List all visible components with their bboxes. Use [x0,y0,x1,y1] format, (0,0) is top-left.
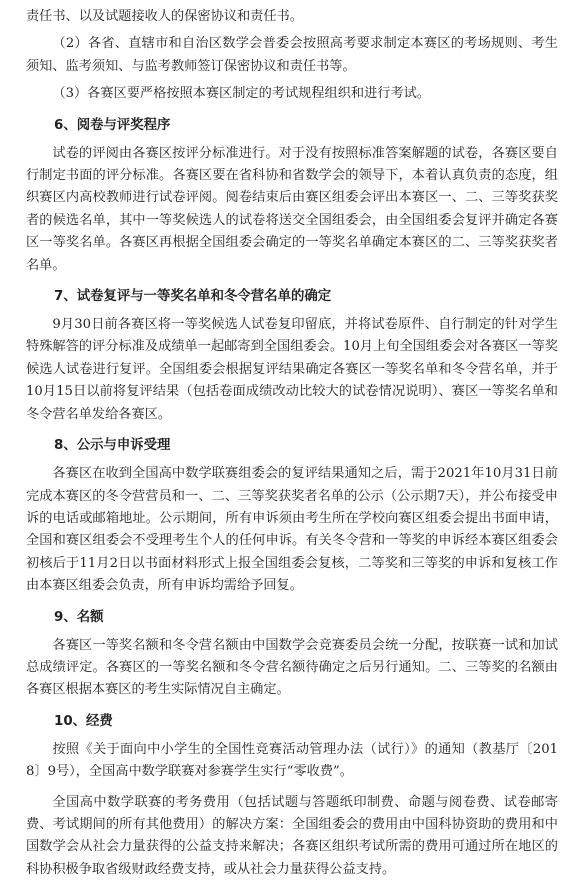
section-6-paragraph: 试卷的评阅由各赛区按评分标准进行。对于没有按照标准答案解题的试卷，各赛区要自行制定书面的评分标准。各赛区要在省科协和省数学会的领导下，本着认真负责的态度，组织赛区内高校教师进行试卷评阅。阅卷结束后由赛区组委会评出本赛区一、二、三等奖获奖者的候选名单，其中一等奖候选人的试卷将送交全国组委会，由全国组委会复评并确定各赛区一等奖名单。各赛区再根据全国组委会确定的一等奖名单确定本赛区的二、三等奖获奖者名单。 [26,145,558,273]
intro-continuation: 责任书、以及试题接收人的保密协议和责任书。 [26,9,303,24]
section-8-heading: 8、公示与申诉受理 [54,438,171,454]
section-10-paragraph-2: 全国高中数学联赛的考务费用（包括试题与答题纸印制费、命题与阅卷费、试卷邮寄费、考试期间的所有其他费用）的解决方案：全国组委会的费用由中国科协资助的费用和中国数学会从社会力量获得的公益支持来解决；各赛区组织考试所需的费用可通过所在地区的科协积极争取省级财政经费支持，或从社会力量获得公益支持。 [26,794,558,877]
section-6-heading: 6、阅卷与评奖程序 [54,117,171,133]
section-9-heading: 9、名额 [54,609,104,625]
section-7-heading: 7、试卷复评与一等奖名单和冬令营名单的确定 [54,289,332,305]
section-10-paragraph-1: 按照《关于面向中小学生的全国性竞赛活动管理办法（试行）》的通知（教基厅〔2018〕9号），全国高中数学联赛对参赛学生实行“零收费”。 [26,741,558,780]
section-10-heading: 10、经费 [54,713,113,729]
section-7-paragraph: 9月30日前各赛区将一等奖候选人试卷复印留底，并将试卷原件、自行制定的针对学生特殊解答的评分标准及成绩单一起邮寄到全国组委会。10月上旬全国组委会对各赛区一等奖候选人试卷进行复评。全国组委会根据复评结果确定各赛区一等奖名单和冬令营名单，并于10月15日以前将复评结果（包括卷面成绩改动比较大的试卷情况说明）、赛区一等奖名单和冬令营名单发给各赛区。 [26,317,558,422]
section-9-paragraph: 各赛区一等奖名额和冬令营名额由中国数学会竞赛委员会统一分配，按联赛一试和加试总成绩评定。各赛区的一等奖名额和冬令营名额待确定之后另行通知。二、三等奖的名额由各赛区根据本赛区的考生实际情况自主确定。 [26,637,558,698]
intro-item-2: （2）各省、直辖市和自治区数学会普委会按照高考要求制定本赛区的考场规则、考生须知、监考须知、与监考教师签订保密协议和责任书等。 [26,36,558,74]
intro-item-3: （3）各赛区要严格按照本赛区制定的考试规程组织和进行考试。 [52,86,431,102]
section-8-paragraph: 各赛区在收到全国高中数学联赛组委会的复评结果通知之后，需于2021年10月31日前完成本赛区的冬令营营员和一、二、三等奖获奖者名单的公示（公示期7天），并公布接受申诉的电话或邮箱地址。公示期间，所有申诉须由考生所在学校向赛区组委会提出书面申请，全国和赛区组委会不受理考生个人的任何申诉。有关冬令营和一等奖的申诉经本赛区组委会初核后于11月2日以书面材料形式上报全国组委会复核，二等奖和三等奖的申诉和复核工作由本赛区组委会负责，所有申诉均需给予回复。 [26,466,558,594]
